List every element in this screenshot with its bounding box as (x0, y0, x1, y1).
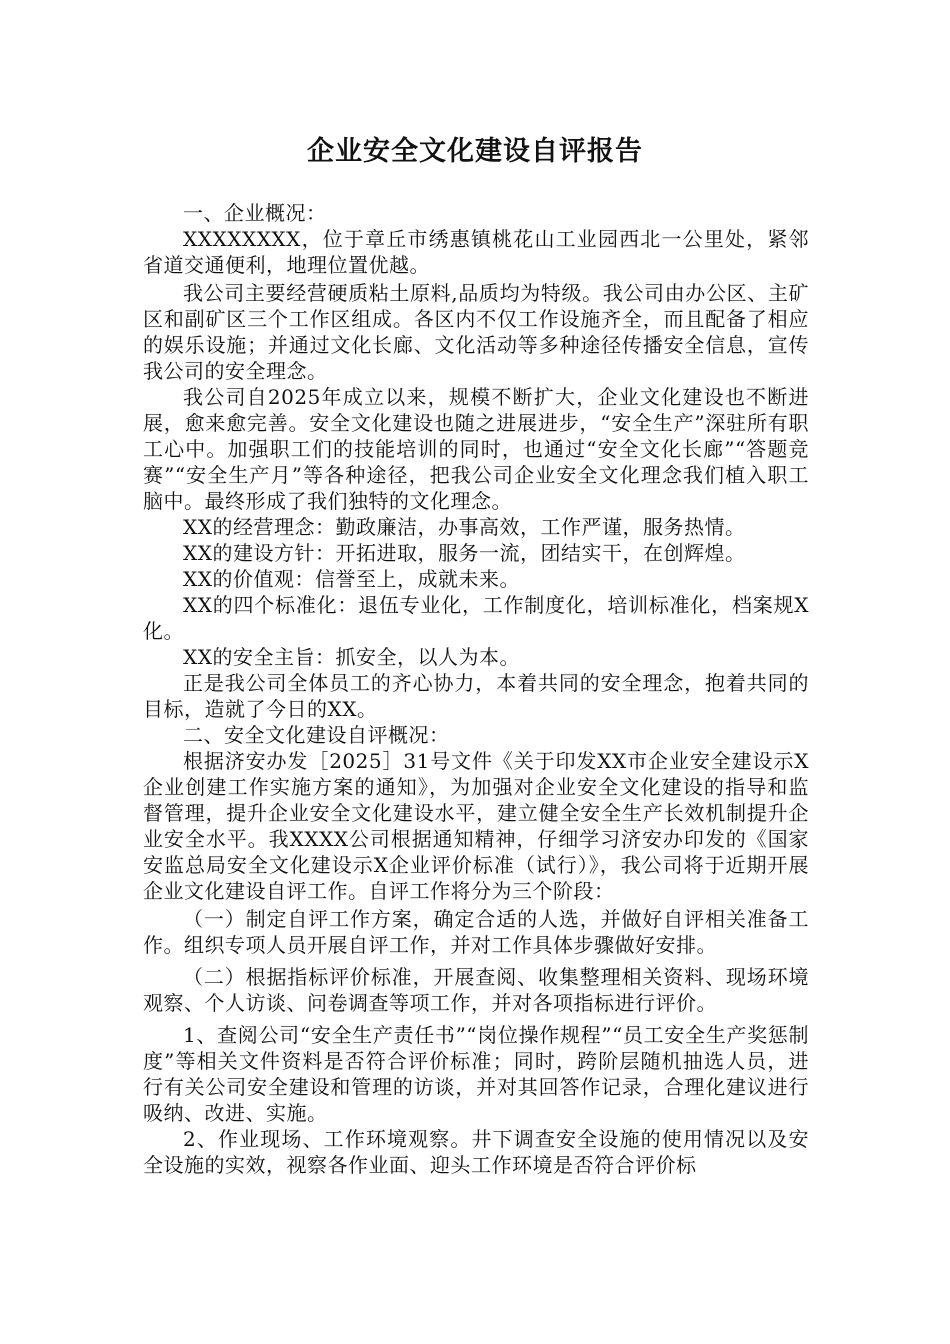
paragraph-basis: 根据济安办发［2025］31号文件《关于印发XX市企业安全建设示X企业创建工作实施方案的通知》，为加强对企业安全文化建设的指导和监督管理，提升企业安全文化建设水平，建立健全安全生产长效机制提升企业安全水平。我XXXX公司根据通知精神，仔细学习济安办印发的《国家安监总局安全文化建设示X企业评价标准（试行）》，我公司将于近期开展企业文化建设自评工作。自评工作将分为三个阶段： (143, 749, 809, 903)
document-body (143, 200, 809, 1178)
paragraph-location: XXXXXXXX，位于章丘市绣惠镇桃花山工业园西北一公里处，紧邻省道交通便利，地理位置优越。 (143, 227, 809, 277)
paragraph-section-1-heading: 一、企业概况： (183, 201, 327, 225)
document-title: 企业安全文化建设自评报告 (307, 136, 643, 167)
paragraph-stage-2: （二）根据指标评价标准，开展查阅、收集整理相关资料、现场环境观察、个人访谈、问卷调查等项工作，并对各项指标进行评价。 (143, 965, 809, 1015)
paragraph-item-2: 2、作业现场、工作环境观察。井下调查安全设施的使用情况以及安全设施的实效，视察各作业面、迎头工作环境是否符合评价标 (143, 1127, 809, 1177)
paragraph-four-standards: XX的四个标准化：退伍专业化，工作制度化，培训标准化，档案规X化。 (143, 593, 809, 643)
paragraph-history: 我公司自2025年成立以来，规模不断扩大，企业文化建设也不断进展，愈来愈完善。安全文化建设也随之进展进步，“安全生产”深驻所有职工心中。加强职工们的技能培训的同时，也通过“安全文化长廊”“答题竞赛”“安全生产月”等各种途径，把我公司企业安全文化理念我们植入职工脑中。最终形成了我们独特的文化理念。 (143, 385, 809, 513)
paragraph-together: 正是我公司全体员工的齐心协力，本着共同的安全理念，抱着共同的目标，造就了今日的XX。 (143, 671, 809, 721)
paragraph-section-2-heading: 二、安全文化建设自评概况： (183, 723, 450, 747)
paragraph-item-1: 1、查阅公司“安全生产责任书”“岗位操作规程”“员工安全生产奖惩制度”等相关文件资料是否符合评价标准；同时，跨阶层随机抽选人员，进行有关公司安全建设和管理的访谈，并对其回答作记录，合理化建议进行吸纳、改进、实施。 (143, 1023, 809, 1125)
paragraph-safety-purpose: XX的安全主旨：抓安全，以人为本。 (183, 645, 520, 669)
paragraph-stage-1: （一）制定自评工作方案，确定合适的人选，并做好自评相关准备工作。组织专项人员开展自评工作，并对工作具体步骤做好安排。 (143, 907, 809, 957)
paragraph-values: XX的价值观：信誉至上，成就未来。 (183, 567, 520, 591)
paragraph-business: 我公司主要经营硬质粘土原料,品质均为特级。我公司由办公区、主矿区和副矿区三个工作区组成。各区内不仅工作设施齐全，而且配备了相应的娱乐设施；并通过文化长廊、文化活动等多种途径传播安全信息，宣传我公司的安全理念。 (143, 281, 809, 383)
paragraph-construction-policy: XX的建设方针：开拓进取，服务一流，团结实干，在创辉煌。 (183, 541, 746, 565)
paragraph-business-philosophy: XX的经营理念：勤政廉洁，办事高效，工作严谨，服务热情。 (183, 515, 746, 539)
